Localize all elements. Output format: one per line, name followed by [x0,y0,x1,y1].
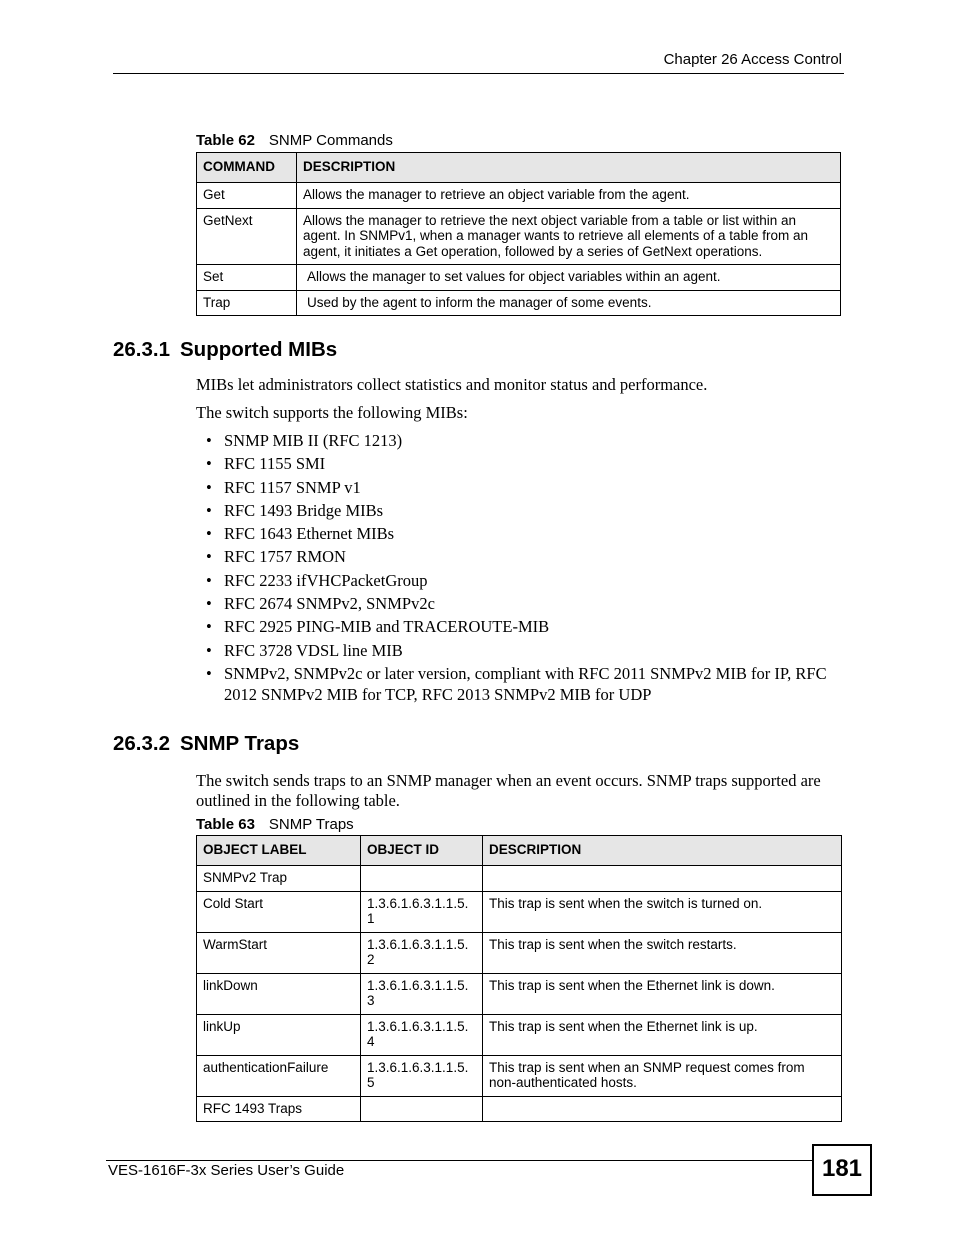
table-header-row [197,836,842,866]
table-cell: This trap is sent when the Ethernet link is up. [483,1014,842,1055]
list-item: • RFC 2233 ifVHCPacketGroup [206,570,428,590]
table-cell: This trap is sent when the switch restarts. [483,932,842,973]
paragraph: The switch sends traps to an SNMP manager when an event occurs. SNMP traps supported are outlined in the following table. [196,771,821,810]
list-item: • RFC 2925 PING-MIB and TRACEROUTE-MIB [206,617,550,637]
table-row [197,1014,842,1055]
snmp-commands-table [196,152,841,316]
table-cell: This trap is sent when an SNMP request comes from non-authenticated hosts. [483,1055,842,1096]
table-row [197,891,842,932]
table-cell [361,866,483,892]
table-cell [483,1096,842,1122]
table-cell: WarmStart [197,932,361,973]
table-cell: Cold Start [197,891,361,932]
table-cell: Used by the agent to inform the manager of some events. [297,290,841,316]
table-row [197,208,841,265]
table-row [197,1096,842,1122]
list-item: • SNMP MIB II (RFC 1213) [206,431,403,450]
bullet-icon: • [206,594,212,614]
section-number: 26.3.2 [113,732,170,755]
column-header: OBJECT LABEL [197,836,361,866]
table-cell: Allows the manager to set values for object variables within an agent. [297,265,841,291]
table-cell: linkUp [197,1014,361,1055]
table-cell: RFC 1493 Traps [197,1096,361,1122]
bullet-icon: • [206,454,212,474]
table-cell: This trap is sent when the Ethernet link is down. [483,973,842,1014]
table-cell: Allows the manager to retrieve an object variable from the agent. [297,183,841,209]
bullet-icon: • [206,663,212,683]
list-item: • RFC 1493 Bridge MIBs [206,500,384,520]
table-cell: GetNext [197,208,297,265]
section-title: SNMP Traps [180,732,300,755]
bullet-icon: • [206,431,212,450]
chapter-header: Chapter 26 Access Control [663,51,842,68]
bullet-icon: • [206,617,212,637]
table-row [197,932,842,973]
section-title: Supported MIBs [180,338,338,361]
paragraph: MIBs let administrators collect statistics and monitor status and performance. [196,375,708,394]
header-divider [113,73,844,74]
table-row [197,265,841,291]
column-header: COMMAND [197,153,297,183]
column-header: DESCRIPTION [297,153,841,183]
table-cell: 1.3.6.1.6.3.1.1.5. 2 [361,932,483,973]
table-cell: Set [197,265,297,291]
table-cell: SNMPv2 Trap [197,866,361,892]
table-cell: 1.3.6.1.6.3.1.1.5. 5 [361,1055,483,1096]
paragraph: The switch supports the following MIBs: [196,403,468,422]
snmp-traps-table [196,835,842,1122]
bullet-icon: • [206,500,212,520]
list-item: • RFC 1155 SMI [206,454,326,474]
list-item: • RFC 1643 Ethernet MIBs [206,524,395,544]
list-item: • RFC 1757 RMON [206,547,346,567]
table-cell: Trap [197,290,297,316]
table-cell [483,866,842,892]
page-number: 181 [812,1144,872,1196]
table-row [197,866,842,892]
table-row [197,183,841,209]
list-item: • SNMPv2, SNMPv2c or later version, compliant with RFC 2011 SNMPv2 MIB for IP, RFC 2012 SNMPv2 MIB for TCP, RFC 2013 SNMPv2 MIB for UDP [206,663,827,704]
list-item: • RFC 1157 SNMP v1 [206,477,361,497]
footer-divider [106,1160,812,1161]
list-item: • RFC 3728 VDSL line MIB [206,640,403,660]
column-header: OBJECT ID [361,836,483,866]
footer-guide-title: VES-1616F-3x Series User’s Guide [108,1162,345,1179]
table-row [197,973,842,1014]
table-cell: Get [197,183,297,209]
table-cell: This trap is sent when the switch is turned on. [483,891,842,932]
table-62-label: Table 62 [196,132,255,149]
section-heading-snmp-traps [113,732,299,756]
table-row [197,290,841,316]
table-63-label: Table 63 [196,816,255,833]
table-cell: 1.3.6.1.6.3.1.1.5. 4 [361,1014,483,1055]
table-63-caption [196,816,354,833]
table-cell: Allows the manager to retrieve the next object variable from a table or list within an agent. In SNMPv1, when a manager wants to retrieve all elements of a table from an agent, it initiates a Get operation, followed by a series of GetNext operations. [297,208,841,265]
table-cell: linkDown [197,973,361,1014]
table-63-title: SNMP Traps [268,816,354,833]
table-header-row [197,153,841,183]
section-number: 26.3.1 [113,338,170,361]
table-cell: authenticationFailure [197,1055,361,1096]
list-item: • RFC 2674 SNMPv2, SNMPv2c [206,594,435,614]
table-62-caption [196,132,393,149]
column-header: DESCRIPTION [483,836,842,866]
mib-list [196,430,836,707]
bullet-icon: • [206,570,212,590]
table-cell [361,1096,483,1122]
table-cell: 1.3.6.1.6.3.1.1.5. 3 [361,973,483,1014]
bullet-icon: • [206,524,212,544]
bullet-icon: • [206,640,212,660]
table-row [197,1055,842,1096]
table-62-title: SNMP Commands [268,132,393,149]
bullet-icon: • [206,477,212,497]
bullet-icon: • [206,547,212,567]
table-cell: 1.3.6.1.6.3.1.1.5. 1 [361,891,483,932]
section-heading-supported-mibs [113,338,337,362]
